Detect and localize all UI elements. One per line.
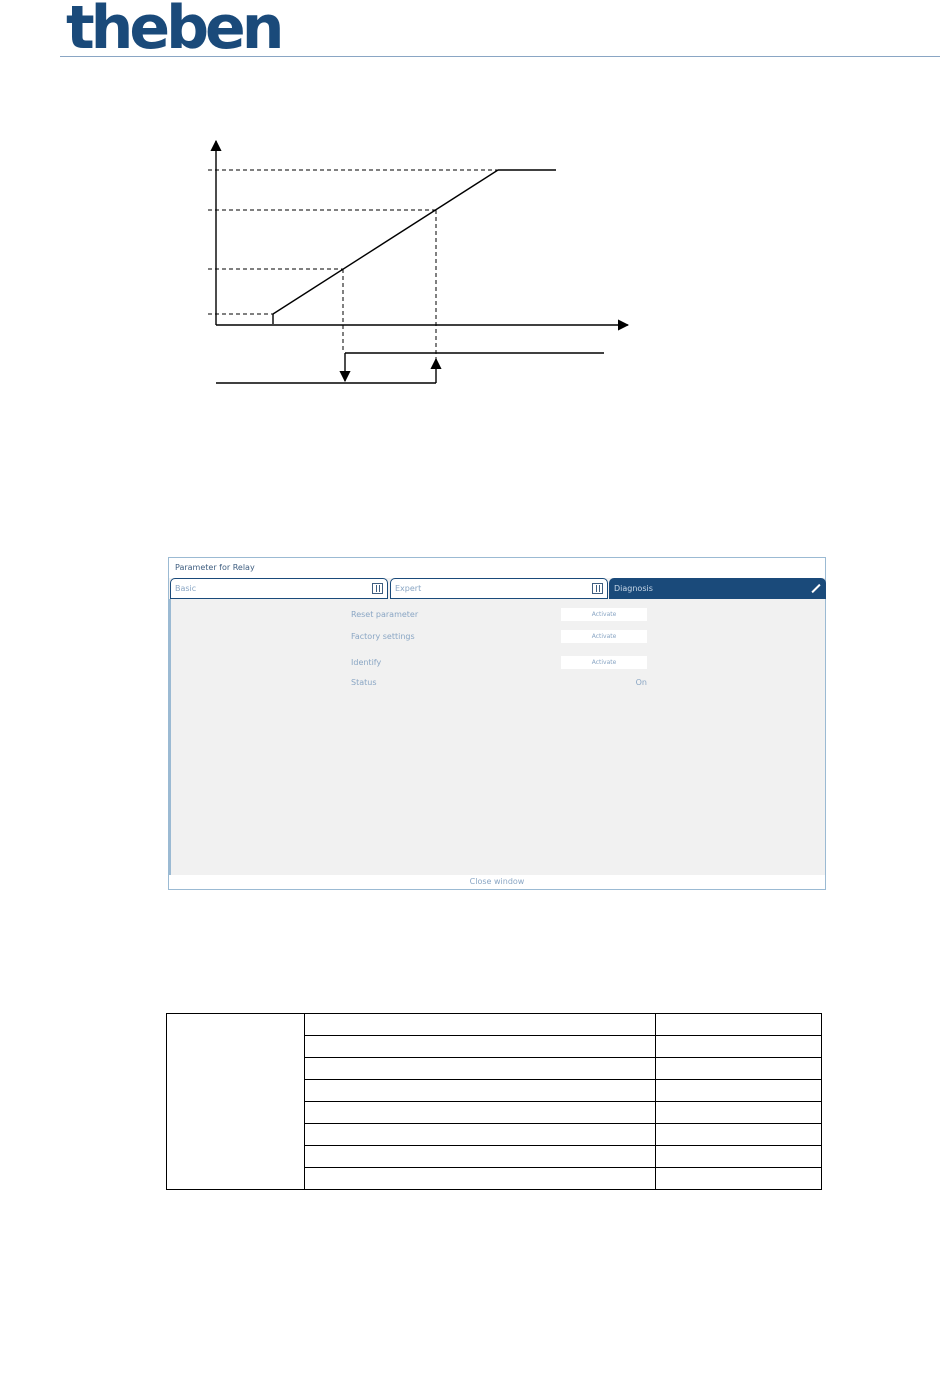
table-cell bbox=[304, 1124, 655, 1146]
table-cell bbox=[656, 1168, 822, 1190]
status-value: On bbox=[635, 678, 647, 687]
tab-expert[interactable] bbox=[390, 578, 608, 599]
tab-label: Diagnosis bbox=[614, 584, 653, 593]
theben-logo: theben bbox=[66, 0, 281, 63]
factory-settings-label: Factory settings bbox=[351, 632, 415, 641]
dialog-title: Parameter for Relay bbox=[169, 558, 825, 578]
ramp-line bbox=[273, 170, 498, 314]
tab-basic[interactable] bbox=[170, 578, 388, 599]
table-cell bbox=[304, 1102, 655, 1124]
table-cell bbox=[656, 1080, 822, 1102]
reset-parameter-button[interactable]: Activate bbox=[561, 608, 647, 621]
table-cell bbox=[656, 1146, 822, 1168]
reset-parameter-label: Reset parameter bbox=[351, 610, 419, 619]
hysteresis-diagram bbox=[200, 135, 640, 395]
identify-button[interactable]: Activate bbox=[561, 656, 647, 669]
table-cell bbox=[304, 1058, 655, 1080]
close-window-button[interactable]: Close window bbox=[169, 875, 825, 889]
status-label: Status bbox=[351, 678, 377, 687]
table-cell bbox=[656, 1124, 822, 1146]
table-cell bbox=[656, 1102, 822, 1124]
table-cell bbox=[304, 1036, 655, 1058]
tab-diagnosis[interactable] bbox=[609, 578, 826, 599]
identify-label: Identify bbox=[351, 658, 382, 667]
empty-table bbox=[166, 1013, 822, 1190]
table-cell bbox=[304, 1080, 655, 1102]
sliders-icon bbox=[592, 583, 603, 594]
table-row bbox=[167, 1014, 822, 1036]
header-divider bbox=[60, 56, 940, 57]
pen-icon bbox=[810, 583, 821, 594]
tab-label: Expert bbox=[395, 584, 422, 593]
table-cell bbox=[656, 1036, 822, 1058]
table-cell bbox=[304, 1168, 655, 1190]
parameter-dialog bbox=[168, 557, 826, 890]
factory-settings-button[interactable]: Activate bbox=[561, 630, 647, 643]
tab-label: Basic bbox=[175, 584, 197, 593]
table-cell bbox=[167, 1014, 305, 1190]
table-cell bbox=[304, 1146, 655, 1168]
table-cell bbox=[304, 1014, 655, 1036]
table-cell bbox=[656, 1014, 822, 1036]
panel-edge bbox=[169, 599, 171, 875]
table-cell bbox=[656, 1058, 822, 1080]
sliders-icon bbox=[372, 583, 383, 594]
